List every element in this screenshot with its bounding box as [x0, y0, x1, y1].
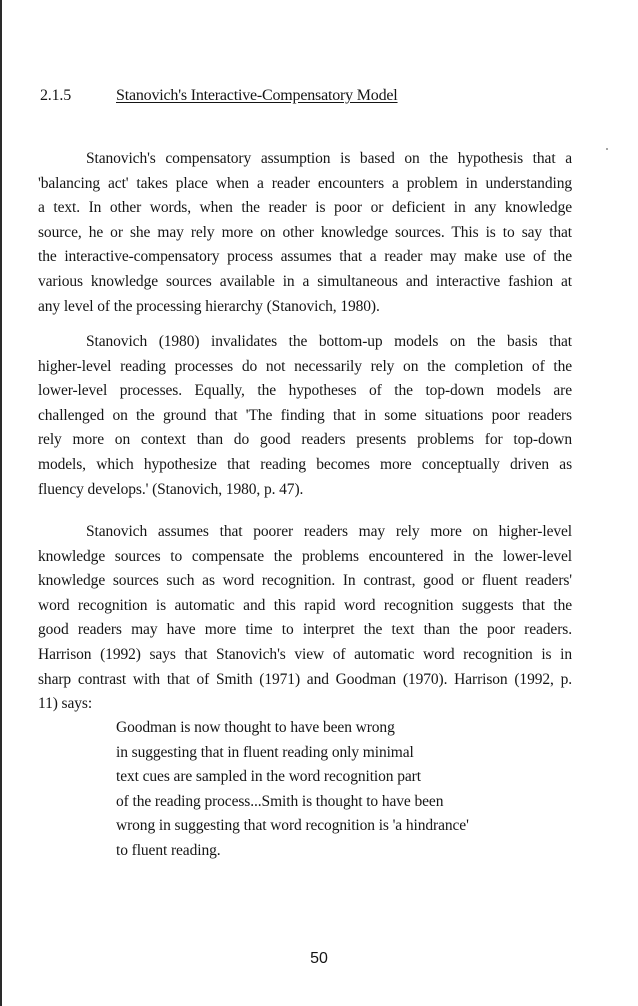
paragraph-line: good readers may have more time to interpret the text than the poor readers.	[38, 621, 572, 639]
paragraph-line: a text. In other words, when the reader is poor or deficient in any knowledge	[38, 199, 572, 217]
paragraph-line: challenged on the ground that 'The finding that in some situations poor readers	[38, 406, 572, 424]
block-quote	[116, 716, 469, 864]
paragraph-line: the interactive-compensatory process assumes that a reader may make use of the	[38, 248, 572, 266]
paragraph-3	[38, 520, 572, 717]
paragraph-line: various knowledge sources available in a simultaneous and interactive fashion at	[38, 272, 572, 290]
quote-line: wrong in suggesting that word recognition is 'a hindrance'	[116, 817, 469, 835]
paragraph-line: Stanovich (1980) invalidates the bottom-up models on the basis that	[86, 333, 572, 350]
paragraph-line: 11) says:	[38, 695, 93, 713]
paragraph-line: word recognition is automatic and this rapid word recognition suggests that the	[38, 596, 572, 614]
scan-edge-line	[0, 0, 2, 1006]
paragraph-line: rely more on context than do good readers presents problems for top-down	[38, 431, 572, 449]
paragraph-line: sharp contrast with that of Smith (1971) and Goodman (1970). Harrison (1992, p.	[38, 670, 572, 688]
paragraph-line: Stanovich's compensatory assumption is based on the hypothesis that a	[86, 150, 572, 167]
paragraph-line: models, which hypothesize that reading becomes more conceptually driven as	[38, 455, 572, 473]
paragraph-line: Stanovich assumes that poorer readers may rely more on higher-level	[86, 523, 572, 540]
paragraph-2	[38, 330, 572, 502]
quote-line: to fluent reading.	[116, 841, 221, 859]
paragraph-line: fluency develops.' (Stanovich, 1980, p. 47).	[38, 480, 304, 498]
quote-line: text cues are sampled in the word recognition part	[116, 768, 421, 786]
scan-speck	[606, 148, 608, 150]
paragraph-line: knowledge sources such as word recognition. In contrast, good or fluent readers'	[38, 572, 572, 590]
section-number: 2.1.5	[40, 87, 72, 104]
paragraph-1	[38, 147, 572, 319]
quote-line: of the reading process...Smith is thought to have been	[116, 792, 444, 810]
paragraph-line: Harrison (1992) says that Stanovich's view of automatic word recognition is in	[38, 645, 572, 663]
paragraph-line: any level of the processing hierarchy (Stanovich, 1980).	[38, 297, 380, 315]
page-number: 50	[310, 950, 328, 967]
paragraph-line: lower-level processes. Equally, the hypotheses of the top-down models are	[38, 382, 572, 400]
quote-line: Goodman is now thought to have been wrong	[116, 719, 395, 736]
section-title: Stanovich's Interactive-Compensatory Model	[116, 87, 398, 104]
paragraph-line: source, he or she may rely more on other knowledge sources. This is to say that	[38, 223, 572, 241]
section-heading	[40, 87, 398, 105]
paragraph-line: 'balancing act' takes place when a reader encounters a problem in understanding	[38, 174, 572, 192]
paragraph-line: higher-level reading processes do not necessarily rely on the completion of the	[38, 357, 572, 375]
paragraph-line: knowledge sources to compensate the problems encountered in the lower-level	[38, 547, 572, 565]
quote-line: in suggesting that in fluent reading only minimal	[116, 743, 414, 761]
